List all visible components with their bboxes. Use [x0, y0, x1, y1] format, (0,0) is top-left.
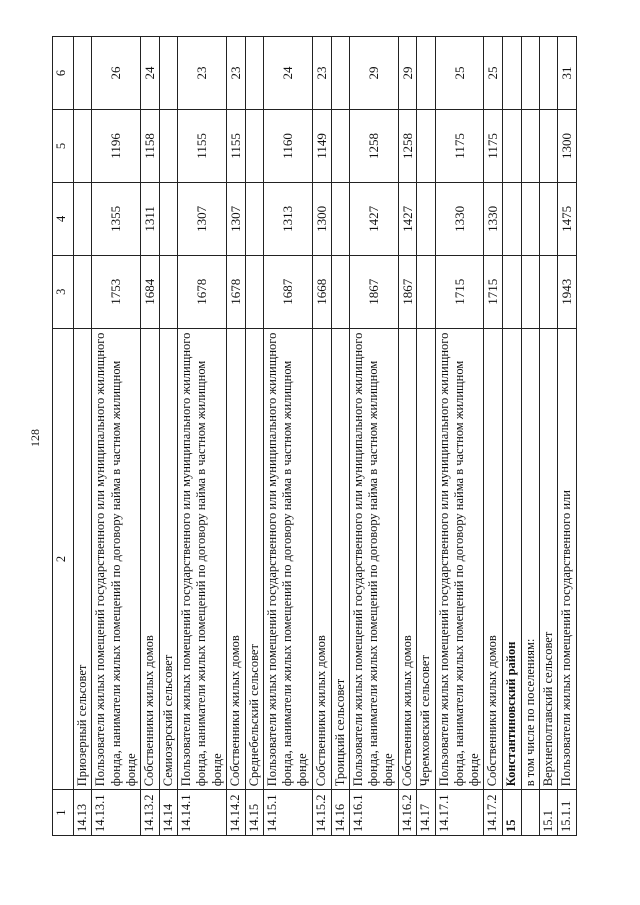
header-row — [53, 37, 74, 836]
value-col3-cell — [331, 255, 349, 328]
row-number-cell: 15.1 — [539, 790, 557, 836]
table-row — [503, 37, 521, 836]
row-description-cell: Черемховский сельсовет — [417, 328, 435, 790]
table-row — [178, 37, 227, 836]
row-number-cell: 14.13.2 — [141, 790, 160, 836]
value-col6-cell — [74, 37, 92, 110]
value-col4-cell: 1427 — [398, 182, 417, 255]
value-col6-cell — [521, 37, 539, 110]
table-row — [521, 37, 539, 836]
row-description-cell: Собственники жилых домов — [398, 328, 417, 790]
row-description-cell: Константиновский район — [503, 328, 521, 790]
row-description-cell: Троицкий сельсовет — [331, 328, 349, 790]
value-col6-cell: 26 — [92, 37, 141, 110]
value-col4-cell — [521, 182, 539, 255]
value-col4-cell: 1313 — [263, 182, 312, 255]
row-number-cell: 14.16.2 — [398, 790, 417, 836]
table-row — [312, 37, 331, 836]
row-number-cell: 14.15.2 — [312, 790, 331, 836]
value-col3-cell — [417, 255, 435, 328]
value-col4-cell — [74, 182, 92, 255]
table-row — [92, 37, 141, 836]
value-col5-cell: 1149 — [312, 109, 331, 182]
value-col4-cell — [503, 182, 521, 255]
value-col3-cell — [539, 255, 557, 328]
value-col3-cell: 1678 — [178, 255, 227, 328]
value-col5-cell: 1160 — [263, 109, 312, 182]
row-description-cell: Верхнеполтавский сельсовет — [539, 328, 557, 790]
row-description-cell: Пользователи жилых помещений государственного или — [558, 328, 577, 790]
value-col3-cell: 1668 — [312, 255, 331, 328]
column-header-4: 4 — [53, 182, 74, 255]
row-number-cell — [521, 790, 539, 836]
table-row — [417, 37, 435, 836]
table-row — [398, 37, 417, 836]
value-col6-cell — [245, 37, 263, 110]
table-row — [141, 37, 160, 836]
value-col4-cell: 1307 — [226, 182, 245, 255]
value-col5-cell — [331, 109, 349, 182]
value-col6-cell: 23 — [178, 37, 227, 110]
table-row — [263, 37, 312, 836]
row-number-cell: 15.1.1 — [558, 790, 577, 836]
table-row — [159, 37, 177, 836]
column-header-2: 2 — [53, 328, 74, 790]
value-col4-cell: 1475 — [558, 182, 577, 255]
row-description-cell: Пользователи жилых помещений государственного или муниципального жилищного фонда, наниматели жилых помещений по договору найма в частном жилищном фонде — [178, 328, 227, 790]
value-col3-cell: 1753 — [92, 255, 141, 328]
value-col4-cell — [159, 182, 177, 255]
row-description-cell: Приозерный сельсовет — [74, 328, 92, 790]
value-col4-cell: 1307 — [178, 182, 227, 255]
table-body — [74, 37, 577, 836]
row-description-cell: Собственники жилых домов — [141, 328, 160, 790]
table-row — [484, 37, 503, 836]
document-table-container — [52, 36, 577, 836]
value-col6-cell: 24 — [263, 37, 312, 110]
value-col4-cell: 1427 — [349, 182, 398, 255]
value-col6-cell: 23 — [312, 37, 331, 110]
value-col4-cell — [245, 182, 263, 255]
value-col5-cell — [503, 109, 521, 182]
value-col6-cell: 29 — [398, 37, 417, 110]
row-number-cell: 14.13.1 — [92, 790, 141, 836]
value-col3-cell: 1715 — [484, 255, 503, 328]
value-col5-cell — [159, 109, 177, 182]
row-description-cell: Среднебельский сельсовет — [245, 328, 263, 790]
value-col5-cell — [417, 109, 435, 182]
row-number-cell: 14.13 — [74, 790, 92, 836]
value-col5-cell: 1196 — [92, 109, 141, 182]
row-number-cell: 14.16.1 — [349, 790, 398, 836]
value-col3-cell: 1687 — [263, 255, 312, 328]
value-col5-cell: 1175 — [435, 109, 484, 182]
row-description-cell: Пользователи жилых помещений государственного или муниципального жилищного фонда, наниматели жилых помещений по договору найма в частном жилищном фонде — [435, 328, 484, 790]
value-col5-cell — [539, 109, 557, 182]
row-description-cell: Собственники жилых домов — [484, 328, 503, 790]
row-number-cell: 14.15.1 — [263, 790, 312, 836]
row-description-cell: Пользователи жилых помещений государственного или муниципального жилищного фонда, наниматели жилых помещений по договору найма в частном жилищном фонде — [349, 328, 398, 790]
row-description-cell: Семиозерский сельсовет — [159, 328, 177, 790]
value-col5-cell: 1158 — [141, 109, 160, 182]
value-col3-cell: 1678 — [226, 255, 245, 328]
row-number-cell: 14.17.1 — [435, 790, 484, 836]
row-description-cell: Пользователи жилых помещений государственного или муниципального жилищного фонда, наниматели жилых помещений по договору найма в частном жилищном фонде — [92, 328, 141, 790]
value-col6-cell: 25 — [484, 37, 503, 110]
table-row — [74, 37, 92, 836]
value-col3-cell — [521, 255, 539, 328]
column-header-1: 1 — [53, 790, 74, 836]
table-row — [349, 37, 398, 836]
value-col6-cell — [503, 37, 521, 110]
value-col5-cell: 1258 — [398, 109, 417, 182]
row-description-cell: Собственники жилых домов — [226, 328, 245, 790]
value-col5-cell: 1300 — [558, 109, 577, 182]
row-number-cell: 14.16 — [331, 790, 349, 836]
value-col4-cell: 1355 — [92, 182, 141, 255]
table-row — [331, 37, 349, 836]
value-col4-cell: 1330 — [484, 182, 503, 255]
value-col3-cell: 1867 — [398, 255, 417, 328]
value-col6-cell — [417, 37, 435, 110]
row-description-cell: Собственники жилых домов — [312, 328, 331, 790]
value-col6-cell: 31 — [558, 37, 577, 110]
row-number-cell: 14.14.2 — [226, 790, 245, 836]
column-header-6: 6 — [53, 37, 74, 110]
value-col5-cell — [245, 109, 263, 182]
table-row — [226, 37, 245, 836]
row-number-cell: 14.15 — [245, 790, 263, 836]
value-col4-cell: 1311 — [141, 182, 160, 255]
table-row — [558, 37, 577, 836]
value-col3-cell: 1684 — [141, 255, 160, 328]
value-col5-cell: 1155 — [226, 109, 245, 182]
value-col6-cell: 25 — [435, 37, 484, 110]
value-col4-cell — [417, 182, 435, 255]
value-col4-cell: 1330 — [435, 182, 484, 255]
row-number-cell: 14.14.1 — [178, 790, 227, 836]
column-header-5: 5 — [53, 109, 74, 182]
page-number: 128 — [28, 429, 42, 447]
value-col6-cell — [159, 37, 177, 110]
value-col6-cell — [331, 37, 349, 110]
column-header-3: 3 — [53, 255, 74, 328]
row-number-cell: 15 — [503, 790, 521, 836]
value-col3-cell — [503, 255, 521, 328]
value-col6-cell — [539, 37, 557, 110]
row-description-cell: в том числе по поселениям: — [521, 328, 539, 790]
table-row — [539, 37, 557, 836]
value-col4-cell — [331, 182, 349, 255]
value-col3-cell: 1867 — [349, 255, 398, 328]
row-number-cell: 14.14 — [159, 790, 177, 836]
value-col5-cell — [74, 109, 92, 182]
row-number-cell: 14.17 — [417, 790, 435, 836]
value-col3-cell — [245, 255, 263, 328]
value-col5-cell — [521, 109, 539, 182]
tariff-table — [52, 36, 577, 836]
value-col4-cell — [539, 182, 557, 255]
table-row — [245, 37, 263, 836]
value-col5-cell: 1175 — [484, 109, 503, 182]
value-col3-cell: 1715 — [435, 255, 484, 328]
row-number-cell: 14.17.2 — [484, 790, 503, 836]
value-col3-cell — [159, 255, 177, 328]
value-col6-cell: 24 — [141, 37, 160, 110]
value-col4-cell: 1300 — [312, 182, 331, 255]
value-col3-cell — [74, 255, 92, 328]
value-col6-cell: 23 — [226, 37, 245, 110]
value-col5-cell: 1155 — [178, 109, 227, 182]
value-col5-cell: 1258 — [349, 109, 398, 182]
row-description-cell: Пользователи жилых помещений государственного или муниципального жилищного фонда, наниматели жилых помещений по договору найма в частном жилищном фонде — [263, 328, 312, 790]
value-col3-cell: 1943 — [558, 255, 577, 328]
table-row — [435, 37, 484, 836]
value-col6-cell: 29 — [349, 37, 398, 110]
